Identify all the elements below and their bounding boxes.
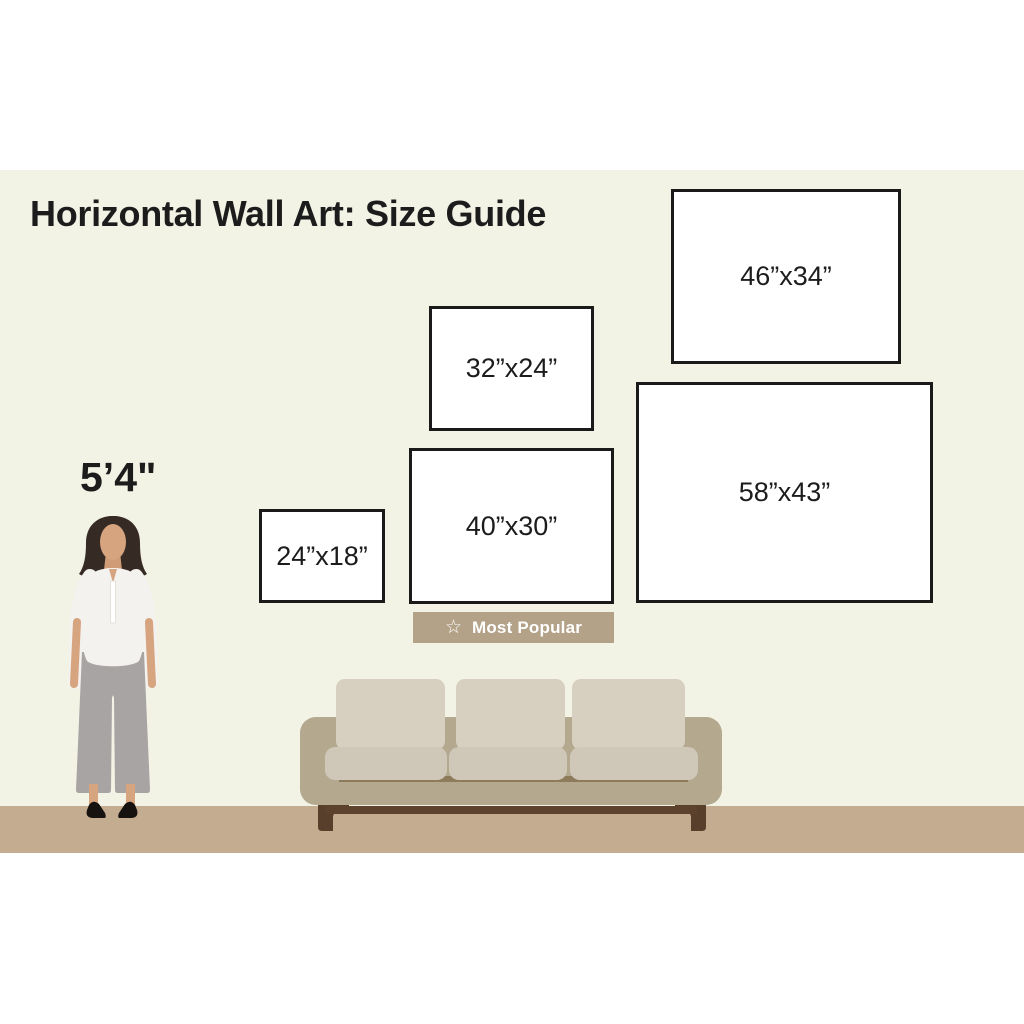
woman-right-forearm <box>149 622 152 684</box>
sofa-seat-cushion <box>570 747 698 780</box>
sofa-back-cushion <box>456 679 565 750</box>
sofa-back-cushion <box>572 679 685 750</box>
frame-size-label: 46”x34” <box>740 261 832 291</box>
person-height-label: 5’4" <box>80 454 157 500</box>
frame-32x24 <box>429 306 594 431</box>
badge-label: Most Popular <box>471 617 583 637</box>
frame-size-label: 40”x30” <box>465 510 558 541</box>
star-outline-icon: ☆ <box>444 617 462 638</box>
sofa-illustration <box>295 668 729 834</box>
sofa-seat-cushion <box>449 747 567 780</box>
woman-pants <box>76 652 150 793</box>
frame-46x34 <box>671 189 901 364</box>
woman-face <box>100 524 126 560</box>
most-popular-badge <box>413 612 614 643</box>
frame-size-label: 58”x43” <box>738 477 831 507</box>
frame-size-label: 32”x24” <box>465 353 558 383</box>
frame-size-label: 24”x18” <box>276 540 368 571</box>
woman-left-forearm <box>74 622 77 684</box>
woman-figure <box>60 512 170 822</box>
frame-24x18 <box>259 509 385 603</box>
sofa-back-cushion <box>336 679 445 750</box>
frame-58x43 <box>636 382 933 603</box>
woman-blouse-placket <box>111 581 116 623</box>
page-title: Horizontal Wall Art: Size Guide <box>30 193 547 234</box>
frame-40x30 <box>409 448 614 604</box>
sofa-seat-cushion <box>325 747 447 780</box>
sofa-base-rail <box>326 806 697 814</box>
